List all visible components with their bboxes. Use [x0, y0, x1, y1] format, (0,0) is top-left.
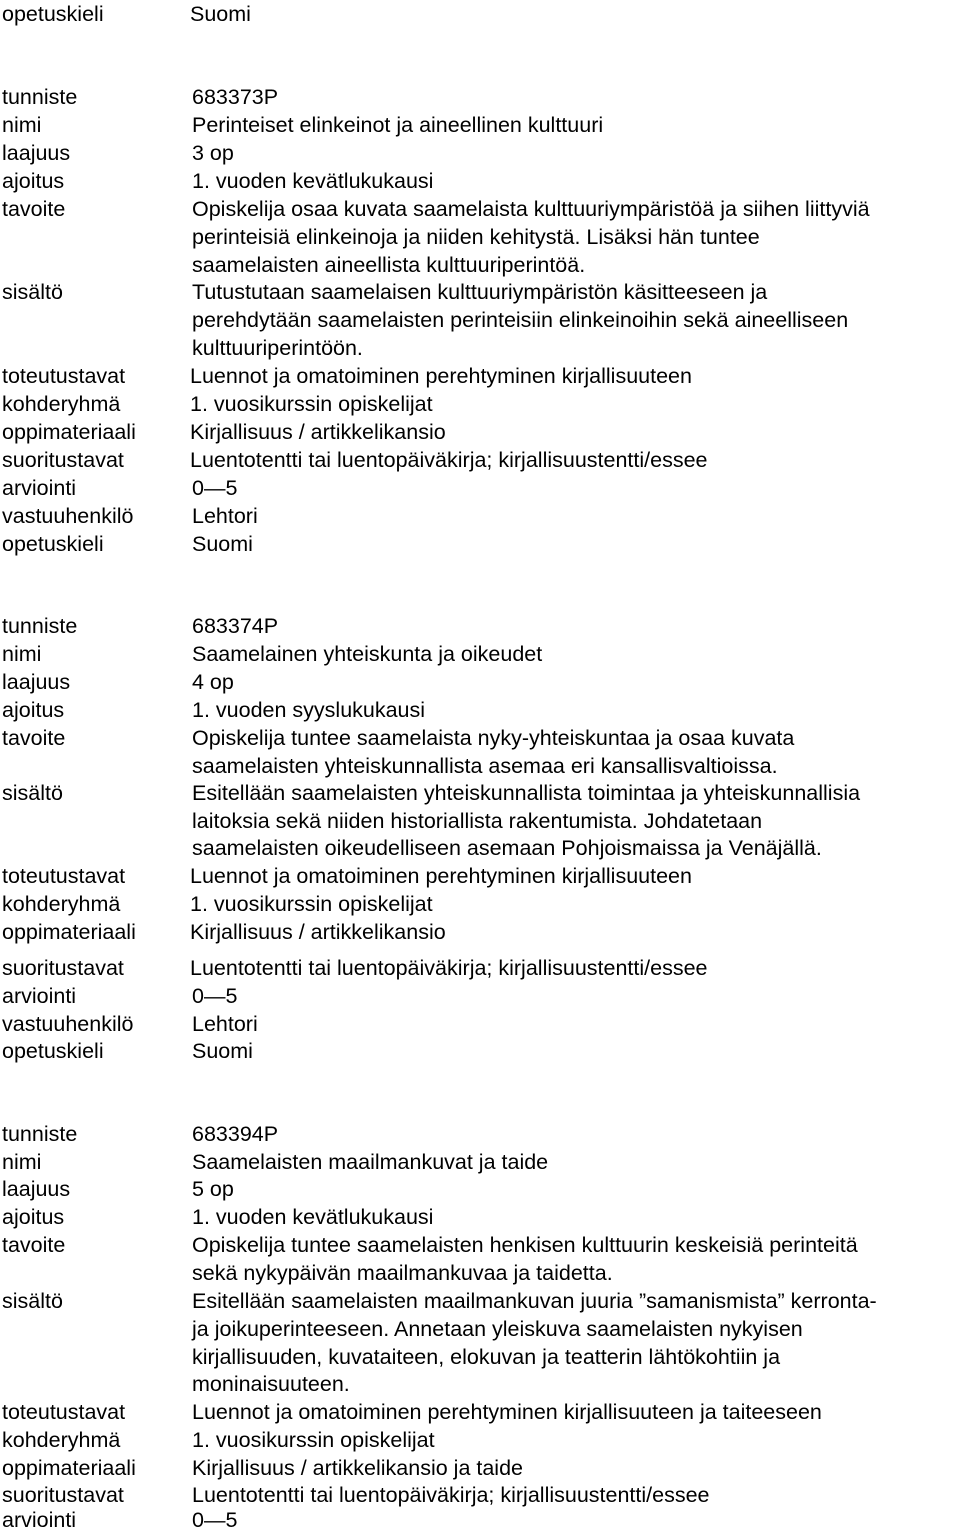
- field-value: 0—5: [192, 1508, 238, 1532]
- field-value-line: Opiskelija osaa kuvata saamelaista kulttuuriympäristöä ja siihen liittyviä: [192, 197, 870, 221]
- course-code: 683394P: [192, 1122, 279, 1146]
- field-value-line: Esitellään saamelaisten maailmankuvan juuria ”samanismista” kerronta-: [192, 1289, 877, 1313]
- field-label: kohderyhmä: [2, 1428, 121, 1452]
- field-label: suoritustavat: [2, 1483, 124, 1507]
- field-label: laajuus: [2, 141, 71, 165]
- field-value: Kirjallisuus / artikkelikansio: [190, 420, 446, 444]
- field-label: tavoite: [2, 197, 66, 221]
- field-label: nimi: [2, 1150, 42, 1174]
- field-label: tunniste: [2, 85, 78, 109]
- field-value: 1. vuosikurssin opiskelijat: [190, 892, 433, 916]
- field-label: toteutustavat: [2, 364, 126, 388]
- field-label: arviointi: [2, 984, 77, 1008]
- field-value-line: perehdytään saamelaisten perinteisiin elinkeinoihin sekä aineelliseen: [192, 308, 849, 332]
- field-value: Luennot ja omatoiminen perehtyminen kirjallisuuteen ja taiteeseen: [192, 1400, 822, 1424]
- field-label: ajoitus: [2, 698, 65, 722]
- field-value: 1. vuoden syyslukukausi: [192, 698, 426, 722]
- field-value: Luentotentti tai luentopäiväkirja; kirjallisuustentti/essee: [190, 956, 708, 980]
- field-value: 0—5: [192, 476, 238, 500]
- course-name: Perinteiset elinkeinot ja aineellinen kulttuuri: [192, 113, 604, 137]
- field-label: sisältö: [2, 781, 63, 805]
- field-label: laajuus: [2, 670, 71, 694]
- field-label: oppimateriaali: [2, 920, 136, 944]
- field-value-line: Esitellään saamelaisten yhteiskunnallista toimintaa ja yhteiskunnallisia: [192, 781, 861, 805]
- field-value-line: ja joikuperinteeseen. Annetaan yleiskuva saamelaisten nykyisen: [192, 1317, 803, 1341]
- field-value: Kirjallisuus / artikkelikansio: [190, 920, 446, 944]
- field-label: vastuuhenkilö: [2, 504, 134, 528]
- field-value-line: saamelaisten oikeudelliseen asemaan Pohjoismaissa ja Venäjällä.: [192, 836, 822, 860]
- field-value: Suomi: [192, 1039, 253, 1063]
- field-label: oppimateriaali: [2, 1456, 136, 1480]
- field-value: Lehtori: [192, 1012, 258, 1036]
- field-value: 1. vuosikurssin opiskelijat: [190, 392, 433, 416]
- field-label: arviointi: [2, 476, 77, 500]
- field-label: nimi: [2, 642, 42, 666]
- field-label: opetuskieli: [2, 532, 104, 556]
- field-label: ajoitus: [2, 1205, 65, 1229]
- field-label: toteutustavat: [2, 864, 126, 888]
- field-value: Luennot ja omatoiminen perehtyminen kirjallisuuteen: [190, 864, 692, 888]
- field-value: Lehtori: [192, 504, 258, 528]
- field-value: 3 op: [192, 141, 234, 165]
- field-label: vastuuhenkilö: [2, 1012, 134, 1036]
- field-label: toteutustavat: [2, 1400, 126, 1424]
- field-value: Luentotentti tai luentopäiväkirja; kirjallisuustentti/essee: [192, 1483, 710, 1507]
- field-label: tavoite: [2, 1233, 66, 1257]
- field-value-line: laitoksia sekä niiden historiallista rakentumista. Johdatetaan: [192, 809, 763, 833]
- field-label: tavoite: [2, 726, 66, 750]
- field-value: 4 op: [192, 670, 234, 694]
- field-value-line: saamelaisten aineellista kulttuuriperintöä.: [192, 253, 586, 277]
- field-label: tunniste: [2, 614, 78, 638]
- field-label: sisältö: [2, 1289, 63, 1313]
- course-name: Saamelainen yhteiskunta ja oikeudet: [192, 642, 543, 666]
- field-label: tunniste: [2, 1122, 78, 1146]
- field-label: oppimateriaali: [2, 420, 136, 444]
- field-value: Suomi: [192, 532, 253, 556]
- field-value: Luennot ja omatoiminen perehtyminen kirjallisuuteen: [190, 364, 692, 388]
- field-value: Suomi: [190, 2, 251, 26]
- field-label: kohderyhmä: [2, 892, 121, 916]
- field-value-line: Tutustutaan saamelaisen kulttuuriympäristön käsitteeseen ja: [192, 280, 768, 304]
- field-value: Luentotentti tai luentopäiväkirja; kirjallisuustentti/essee: [190, 448, 708, 472]
- field-value: 1. vuoden kevätlukukausi: [192, 169, 434, 193]
- field-value-line: kulttuuriperintöön.: [192, 336, 363, 360]
- field-label: kohderyhmä: [2, 392, 121, 416]
- field-value-line: kirjallisuuden, kuvataiteen, elokuvan ja teatterin lähtökohtiin ja: [192, 1345, 781, 1369]
- field-value: 5 op: [192, 1177, 234, 1201]
- field-value: 0—5: [192, 984, 238, 1008]
- field-label: suoritustavat: [2, 448, 124, 472]
- field-value: 1. vuoden kevätlukukausi: [192, 1205, 434, 1229]
- field-label: sisältö: [2, 280, 63, 304]
- field-value: 1. vuosikurssin opiskelijat: [192, 1428, 435, 1452]
- course-code: 683373P: [192, 85, 279, 109]
- field-value-line: sekä nykypäivän maailmankuvaa ja taidetta.: [192, 1261, 613, 1285]
- field-label: opetuskieli: [2, 1039, 104, 1063]
- field-label: opetuskieli: [2, 2, 104, 26]
- field-label: arviointi: [2, 1508, 77, 1532]
- field-value-line: saamelaisten yhteiskunnallista asemaa eri kansallisvaltioissa.: [192, 754, 778, 778]
- course-code: 683374P: [192, 614, 279, 638]
- field-value-line: Opiskelija tuntee saamelaisten henkisen kulttuurin keskeisiä perinteitä: [192, 1233, 858, 1257]
- field-label: laajuus: [2, 1177, 71, 1201]
- field-value-line: moninaisuuteen.: [192, 1372, 350, 1396]
- field-label: nimi: [2, 113, 42, 137]
- field-label: ajoitus: [2, 169, 65, 193]
- field-value-line: Opiskelija tuntee saamelaista nyky-yhteiskuntaa ja osaa kuvata: [192, 726, 795, 750]
- course-name: Saamelaisten maailmankuvat ja taide: [192, 1150, 549, 1174]
- field-value-line: perinteisiä elinkeinoja ja niiden kehitystä. Lisäksi hän tuntee: [192, 225, 760, 249]
- field-label: suoritustavat: [2, 956, 124, 980]
- field-value: Kirjallisuus / artikkelikansio ja taide: [192, 1456, 524, 1480]
